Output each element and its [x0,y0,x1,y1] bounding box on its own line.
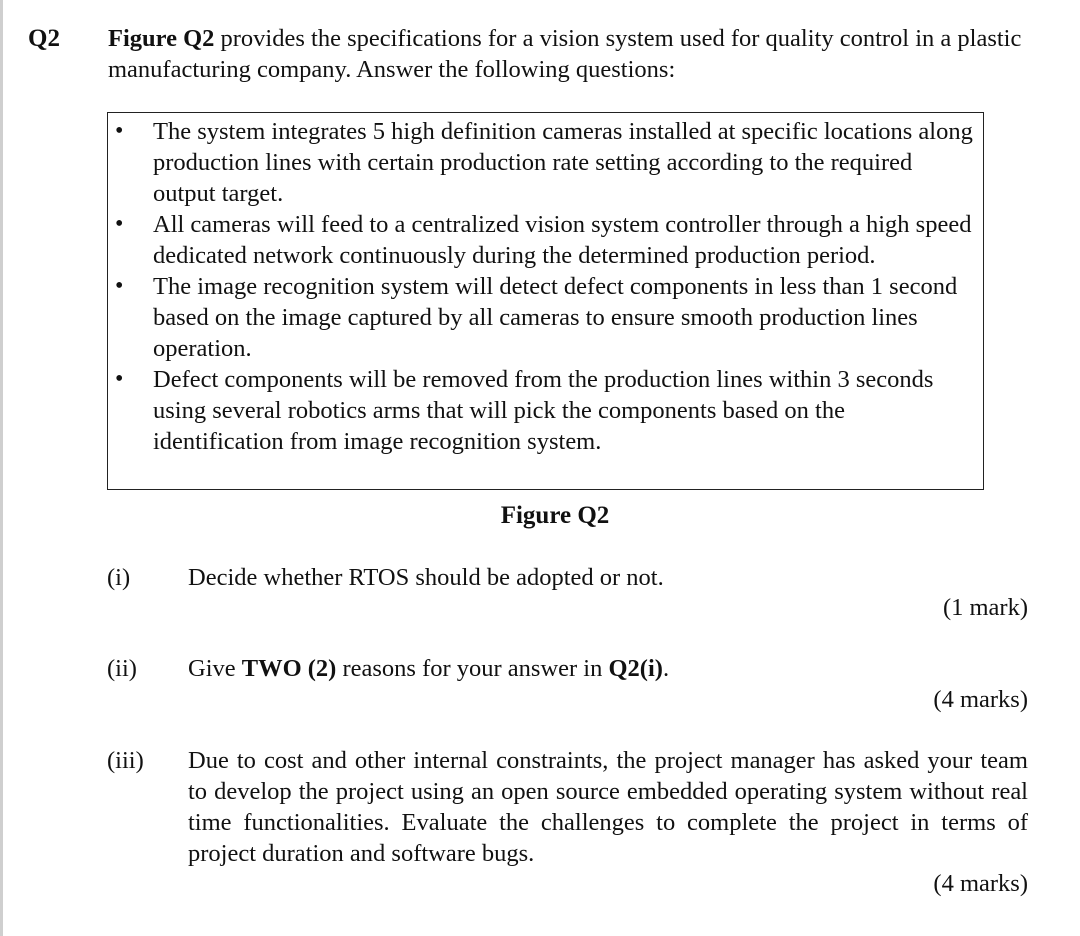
spec-item-robotics [108,364,983,457]
bullet-icon: • [115,211,124,237]
subquestion-label-iii: (iii) [107,747,144,774]
spec-item-text: The image recognition system will detect defect components in less than 1 second based on the image captured by all cameras to ensure smooth production lines operation. [153,273,958,362]
text-segment: . [662,655,670,682]
emphasis-count: TWO (2) [241,655,337,682]
figure-caption: Figure Q2 [500,502,610,529]
question-intro [108,23,1048,85]
marks-i: (1 mark) [942,594,1028,621]
page-left-edge [0,0,3,936]
text-segment: reasons for your answer in [336,655,609,682]
spec-item-text: Defect components will be removed from the production lines within 3 seconds using several robotics arms that will pick the components based on the identification from image recognition system. [153,366,934,455]
spec-item-network [108,209,983,271]
spec-item-text: All cameras will feed to a centralized vision system controller through a high speed dedicated network continuously during the determined production period. [153,211,972,269]
subquestion-label-i: (i) [107,564,131,591]
question-number: Q2 [28,25,60,52]
marks-iii: (4 marks) [933,870,1028,897]
spec-item-recognition [108,271,983,364]
specification-list [108,113,983,457]
intro-text: provides the specifications for a vision system used for quality control in a plastic manufacturing company. Answer the following questions: [108,25,1022,83]
subquestion-label-ii: (ii) [107,655,137,682]
marks-ii: (4 marks) [933,686,1028,713]
figure-reference: Figure Q2 [108,25,215,52]
subquestion-text-ii [188,653,1028,684]
bullet-icon: • [115,273,124,299]
bullet-icon: • [115,366,124,392]
bullet-icon: • [115,118,124,144]
figure-q2-box [107,112,984,490]
question-reference: Q2(i) [608,655,663,682]
spec-item-cameras [108,116,983,209]
subquestion-text-iii: Due to cost and other internal constraints, the project manager has asked your team to develop the project using an open source embedded operating system without real time functionalities. Evaluate the challenges to complete the project in terms of project duration and software bugs. [188,747,1028,867]
text-segment: Give [188,655,242,682]
spec-item-text: The system integrates 5 high definition cameras installed at specific locations along production lines with certain production rate setting according to the required output target. [153,118,973,207]
subquestion-text-i: Decide whether RTOS should be adopted or not. [188,564,664,591]
